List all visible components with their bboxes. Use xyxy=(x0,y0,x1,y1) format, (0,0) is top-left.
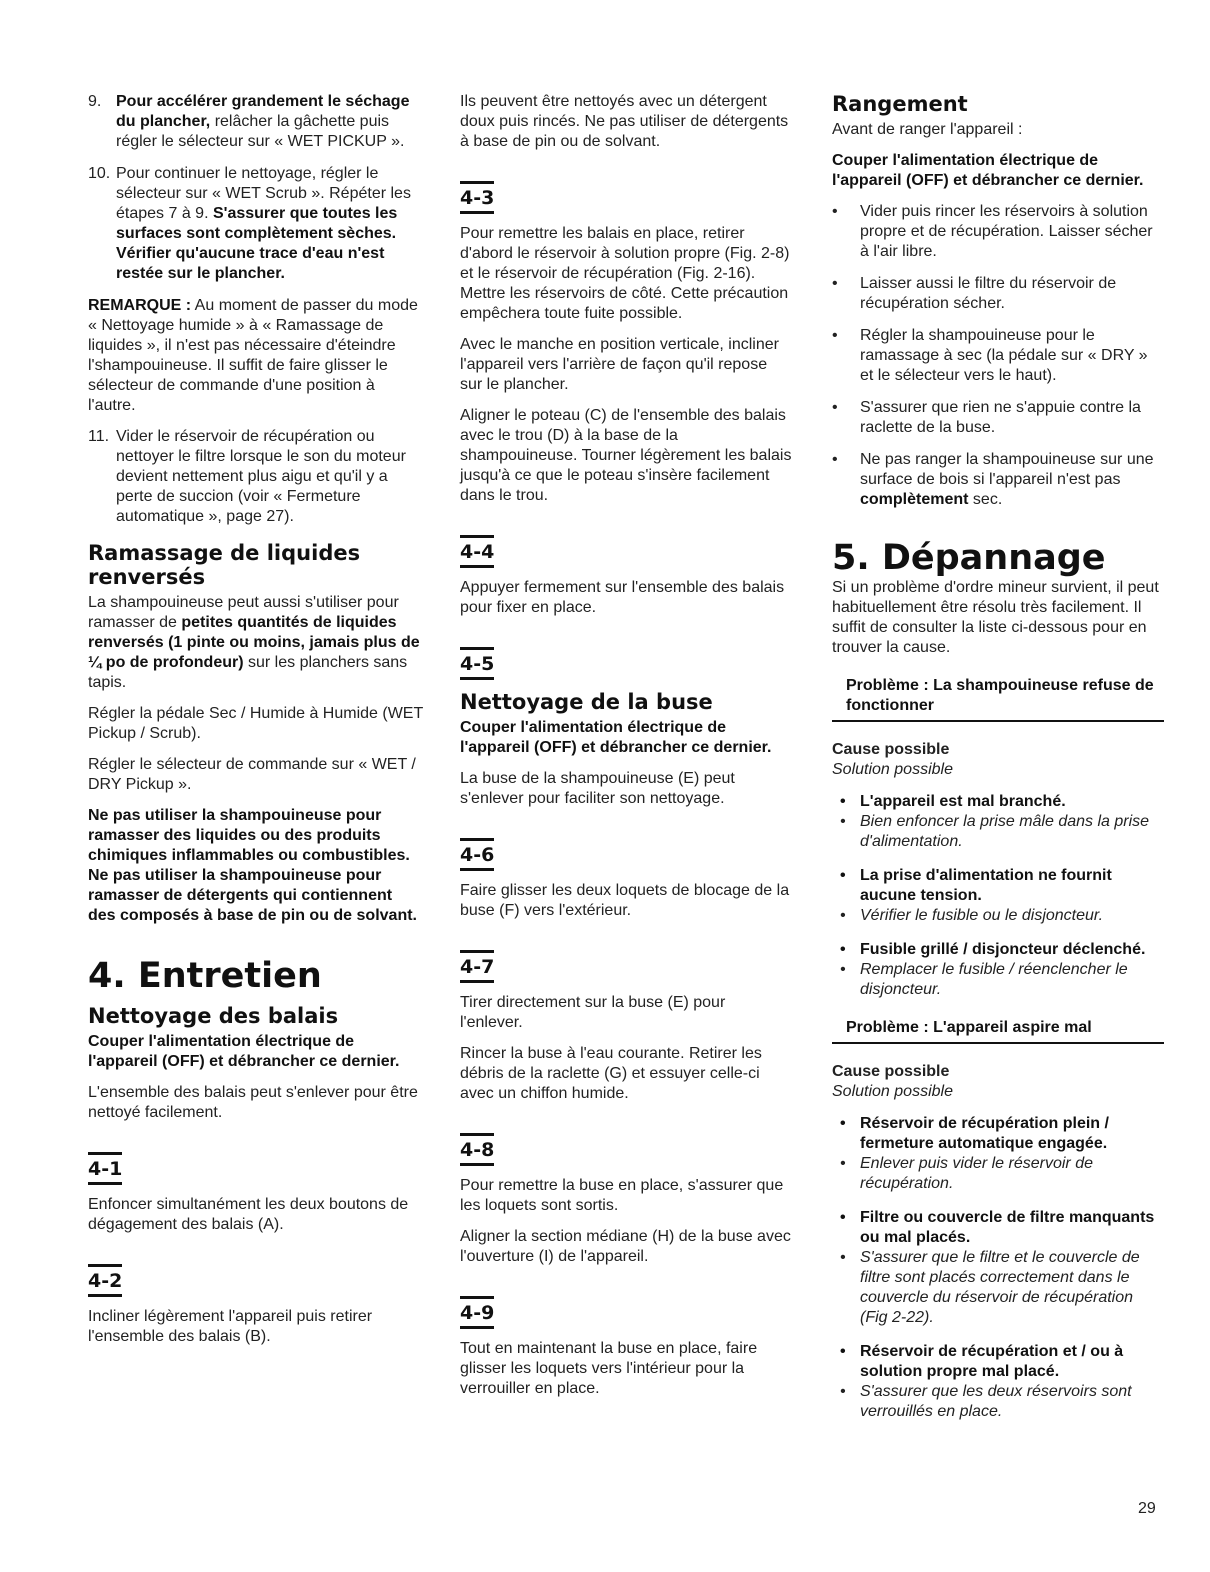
brush-heading: Nettoyage des balais xyxy=(88,1004,339,1028)
warning-text: Couper l'alimentation électrique de l'appareil (OFF) et débrancher ce dernier. xyxy=(832,152,1144,189)
warning-text: Couper l'alimentation électrique de l'appareil (OFF) et débrancher ce dernier. xyxy=(460,719,772,756)
warning-text: Couper l'alimentation électrique de l'appareil (OFF) et débrancher ce dernier. xyxy=(88,1033,400,1070)
remarque-text: Au moment de passer du mode « Nettoyage humide » à « Ramassage de liquides », il n'est pas nécessaire d'éteindre l'shampouineuse. Il suffit de faire glisser le sélecteur de commande d'une position à l'autre. xyxy=(88,297,418,414)
text: sur les planchers sans tapis. xyxy=(88,654,408,691)
entretien-title: 4. Entretien xyxy=(88,956,322,996)
troubleshoot-item xyxy=(832,792,1164,852)
problem-2-heading: Problème : L'appareil aspire mal xyxy=(832,1018,1164,1044)
column-left xyxy=(88,92,424,1358)
step-4-6-text: Faire glisser les deux loquets de blocage de la buse (F) vers l'extérieur. xyxy=(460,882,790,919)
step-4-7-text-2: Rincer la buse à l'eau courante. Retirer les débris de la raclette (G) et essuyer celle-ci avec un chiffon humide. xyxy=(460,1045,762,1102)
cause-text: • Fusible grillé / disjoncteur déclenché. xyxy=(832,940,1164,960)
troubleshoot-item xyxy=(832,940,1164,1000)
step-9 xyxy=(88,92,424,152)
cause-label: Cause possible xyxy=(832,1063,950,1080)
storage-warning xyxy=(832,151,1164,191)
step-bold: Pour accélérer grandement le séchage du plancher, xyxy=(116,93,410,130)
column-right xyxy=(832,92,1164,1436)
step-number: 9. xyxy=(88,93,102,110)
step-4-4-label: 4-4 xyxy=(460,535,494,568)
list-item: • S'assurer que rien ne s'appuie contre la raclette de la buse. xyxy=(832,398,1164,438)
step-4-3-text-2: Avec le manche en position verticale, incliner l'appareil vers l'arrière de façon qu'il repose sur le plancher. xyxy=(460,336,779,393)
depannage-intro: Si un problème d'ordre mineur survient, il peut habituellement être résolu très facilement. Il suffit de consulter la liste ci-dessous pour en trouver la cause. xyxy=(832,579,1159,656)
step-4-8-text-2: Aligner la section médiane (H) de la buse avec l'ouverture (I) de l'appareil. xyxy=(460,1228,791,1265)
warning-text: Ne pas utiliser la shampouineuse pour ramasser des liquides ou des produits chimiques inflammables ou combustibles. Ne pas utiliser la shampouineuse pour ramasser de détergents qui contiennent des composés à base de pin ou de solvant. xyxy=(88,807,417,924)
page-number: 29 xyxy=(1138,1500,1156,1517)
step-4-7-label: 4-7 xyxy=(460,950,494,983)
cause-text: • Réservoir de récupération plein / fermeture automatique engagée. xyxy=(832,1114,1164,1154)
step-4-2-label: 4-2 xyxy=(88,1264,122,1297)
solution-text: • Vérifier le fusible ou le disjoncteur. xyxy=(832,906,1164,926)
troubleshoot-item xyxy=(832,1342,1164,1422)
list-item: • Vider puis rincer les réservoirs à solution propre et de récupération. Laisser sécher à l'air libre. xyxy=(832,202,1164,262)
step-bold: S'assurer que toutes les surfaces sont complètement sèches. Vérifier qu'aucune trace d'eau n'est restée sur le plancher. xyxy=(116,205,398,282)
bold-text: petites quantités de liquides renversés (1 pinte ou moins, jamais plus de ¼ po de profondeur) xyxy=(88,614,420,671)
column-middle xyxy=(460,92,792,1410)
step-10 xyxy=(88,164,424,284)
nozzle-text: La buse de la shampouineuse (E) peut s'enlever pour faciliter son nettoyage. xyxy=(460,770,735,807)
list-item xyxy=(832,450,1164,510)
step-text: relâcher la gâchette puis régler le sélecteur sur « WET PICKUP ». xyxy=(116,113,405,150)
storage-heading: Rangement xyxy=(832,92,968,116)
step-4-3-text-3: Aligner le poteau (C) de l'ensemble des balais avec le trou (D) à la base de la shampouineuse. Tourner légèrement les balais jusqu'à ce que le poteau s'insère facilement dans le trou. xyxy=(460,407,792,504)
step-4-8-label: 4-8 xyxy=(460,1133,494,1166)
step-4-1-label: 4-1 xyxy=(88,1152,122,1185)
text: La shampouineuse peut aussi s'utiliser pour ramasser de xyxy=(88,594,399,631)
step-11 xyxy=(88,427,424,527)
spill-warning xyxy=(88,806,424,926)
troubleshoot-item xyxy=(832,1114,1164,1194)
problem-1-heading: Problème : La shampouineuse refuse de fonctionner xyxy=(832,676,1164,722)
step-4-2-text: Incliner légèrement l'appareil puis retirer l'ensemble des balais (B). xyxy=(88,1308,373,1345)
solution-text: • Remplacer le fusible / réenclencher le disjoncteur. xyxy=(832,960,1164,1000)
cause-label: Cause possible xyxy=(832,741,950,758)
solution-label: Solution possible xyxy=(832,761,953,778)
step-text: Vider le réservoir de récupération ou nettoyer le filtre lorsque le son du moteur devient nettement plus aigu et qu'il y a perte de succion (voir « Fermeture automatique », page 27). xyxy=(116,428,406,525)
cause-text: • La prise d'alimentation ne fournit aucune tension. xyxy=(832,866,1164,906)
solution-text: • Bien enfoncer la prise mâle dans la prise d'alimentation. xyxy=(832,812,1164,852)
list-item: • Régler la shampouineuse pour le ramassage à sec (la pédale sur « DRY » et le sélecteur vers le haut). xyxy=(832,326,1164,386)
solution-text: • S'assurer que les deux réservoirs sont verrouillés en place. xyxy=(832,1382,1164,1422)
step-4-5-label: 4-5 xyxy=(460,647,494,680)
spill-paragraph xyxy=(88,593,424,693)
step-4-1-text: Enfoncer simultanément les deux boutons de dégagement des balais (A). xyxy=(88,1196,409,1233)
step-4-7-text-1: Tirer directement sur la buse (E) pour l'enlever. xyxy=(460,994,726,1031)
nozzle-heading: Nettoyage de la buse xyxy=(460,690,713,714)
storage-intro: Avant de ranger l'appareil : xyxy=(832,121,1023,138)
cause-text: • L'appareil est mal branché. xyxy=(832,792,1164,812)
remarque-label: REMARQUE : xyxy=(88,297,192,314)
troubleshoot-item xyxy=(832,1208,1164,1328)
brush-cleaning-text: Ils peuvent être nettoyés avec un détergent doux puis rincés. Ne pas utiliser de détergents à base de pin ou de solvant. xyxy=(460,93,789,150)
spill-heading: Ramassage de liquides renversés xyxy=(88,541,361,589)
spill-pedal: Régler la pédale Sec / Humide à Humide (WET Pickup / Scrub). xyxy=(88,705,423,742)
step-4-9-text: Tout en maintenant la buse en place, faire glisser les loquets vers l'intérieur pour la verrouiller en place. xyxy=(460,1340,758,1397)
step-4-6-label: 4-6 xyxy=(460,838,494,871)
depannage-title: 5. Dépannage xyxy=(832,538,1106,578)
step-number: 11. xyxy=(88,428,110,445)
brush-warning xyxy=(88,1032,424,1072)
step-4-4-text: Appuyer fermement sur l'ensemble des balais pour fixer en place. xyxy=(460,579,785,616)
step-4-3-text-1: Pour remettre les balais en place, retirer d'abord le réservoir à solution propre (Fig. 2-8) et le réservoir de récupération (Fig. 2-16). Mettre les réservoirs de côté. Cette précaution empêchera toute fuite possible. xyxy=(460,225,790,322)
step-4-3-label: 4-3 xyxy=(460,181,494,214)
step-4-8-text-1: Pour remettre la buse en place, s'assurer que les loquets sont sortis. xyxy=(460,1177,784,1214)
step-text: Pour continuer le nettoyage, régler le sélecteur sur « WET Scrub ». Répéter les étapes 7 à 9. xyxy=(116,165,411,222)
text: sec. xyxy=(968,491,1003,508)
bold-text: complètement xyxy=(860,491,969,508)
solution-label: Solution possible xyxy=(832,1083,953,1100)
cause-text: • Réservoir de récupération et / ou à solution propre mal placé. xyxy=(832,1342,1164,1382)
troubleshoot-item xyxy=(832,866,1164,926)
text: Ne pas ranger la shampouineuse sur une surface de bois si l'appareil n'est pas xyxy=(860,451,1154,488)
solution-text: • Enlever puis vider le réservoir de récupération. xyxy=(832,1154,1164,1194)
spill-selector: Régler le sélecteur de commande sur « WET / DRY Pickup ». xyxy=(88,756,416,793)
step-4-9-label: 4-9 xyxy=(460,1296,494,1329)
storage-list xyxy=(832,202,1164,510)
remarque-note xyxy=(88,296,424,416)
brush-text: L'ensemble des balais peut s'enlever pour être nettoyé facilement. xyxy=(88,1084,418,1121)
list-item: • Laisser aussi le filtre du réservoir de récupération sécher. xyxy=(832,274,1164,314)
cause-text: • Filtre ou couvercle de filtre manquants ou mal placés. xyxy=(832,1208,1164,1248)
solution-text: • S'assurer que le filtre et le couvercle de filtre sont placés correctement dans le couvercle du réservoir de récupération (Fig 2-22). xyxy=(832,1248,1164,1328)
nozzle-warning xyxy=(460,718,792,758)
step-number: 10. xyxy=(88,165,111,182)
